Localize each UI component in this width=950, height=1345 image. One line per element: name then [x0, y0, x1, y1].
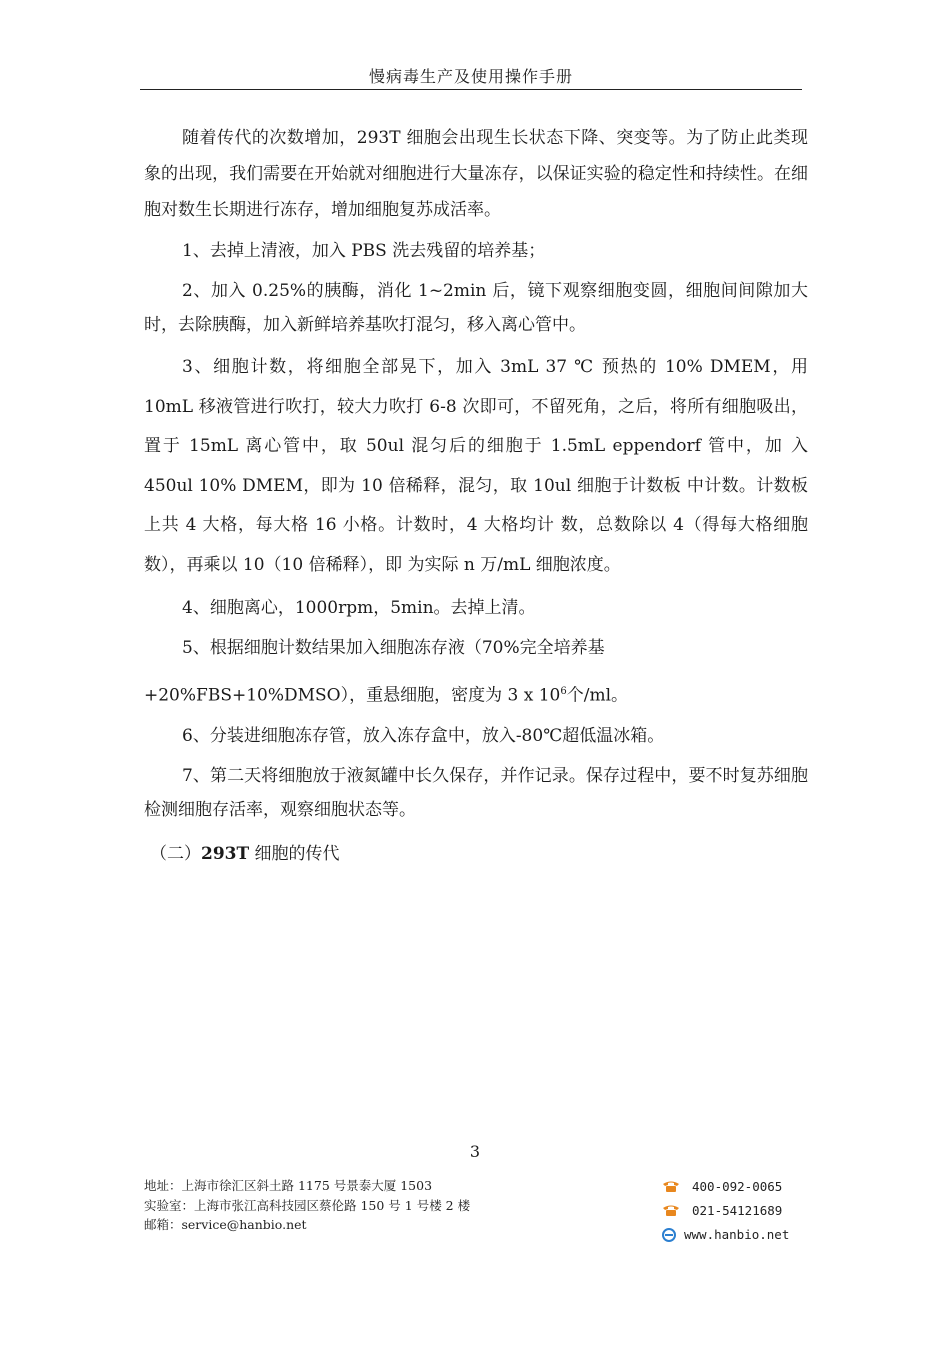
- phone-row-1: [662, 1174, 789, 1198]
- phone-icon: [662, 1204, 680, 1217]
- footer-email[interactable]: 邮箱：service@hanbio.net: [144, 1217, 307, 1232]
- step-6: 6、分装进细胞冻存管，放入冻存盒中，放入-80℃超低温冰箱。: [182, 725, 665, 746]
- step-5-unit: 个/ml。: [566, 685, 629, 706]
- step-7: 7、第二天将细胞放于液氮罐中长久保存，并作记录。保存过程中，要不时复苏细胞检测细胞存活率，观察细胞状态等。: [144, 765, 808, 820]
- phone-row-2: [662, 1198, 789, 1222]
- step-1: 1、去掉上清液，加入 PBS 洗去残留的培养基；: [182, 241, 546, 261]
- document-body: [144, 120, 808, 871]
- website-row: [662, 1222, 789, 1246]
- phone-number-2[interactable]: 021-54121689: [692, 1202, 783, 1218]
- footer-contact-block: [662, 1174, 789, 1246]
- step-5-text: +20%FBS+10%DMSO），重悬细胞，密度为 3 x 10: [144, 685, 561, 706]
- footer-lab: 实验室：上海市张江高科技园区蔡伦路 150 号 1 号楼 2 楼: [144, 1197, 471, 1213]
- browser-icon: [662, 1228, 676, 1242]
- phone-icon: [662, 1180, 680, 1193]
- document-title: 慢病毒生产及使用操作手册: [368, 67, 573, 86]
- step-3: 3、细胞计数，将细胞全部晃下，加入 3mL 37 ℃ 预热的 10% DMEM，用 10mL 移液管进行吹打，较大力吹打 6-8 次即可，不留死角，之后，将所有细胞吸出，置于 15mL 离心管中，取 50ul 混匀后的细胞于 1.5mL eppendorf 管中，加 入 450ul 10% DMEM，即为 10 倍稀释，混匀，取 10ul 细胞于计数板 中计数。计数板上共 4 大格，每大格 16 小格。计数时，4 大格均计 数，总数除以 4（得每大格细胞数），再乘以 10（10 倍稀释），即 为实际 n 万/mL 细胞浓度。: [144, 357, 808, 575]
- page-number: 3: [469, 1142, 481, 1161]
- phone-number-1[interactable]: 400-092-0065: [692, 1178, 783, 1194]
- header-divider: [140, 89, 802, 90]
- step-2: 2、加入 0.25%的胰酶，消化 1~2min 后，镜下观察细胞变圆，细胞间间隙加大时，去除胰酶，加入新鲜培养基吹打混匀，移入离心管中。: [144, 281, 808, 335]
- section-suffix: 细胞的传代: [249, 843, 340, 864]
- section-prefix: （二）: [150, 843, 201, 864]
- exponent: 6: [560, 686, 567, 697]
- intro-paragraph: 随着传代的次数增加，293T 细胞会出现生长状态下降、突变等。为了防止此类现象的出现，我们需要在开始就对细胞进行大量冻存，以保证实验的稳定性和持续性。在细胞对数生长期进行冻存，增加细胞复苏成活率。: [144, 128, 808, 220]
- step-5-line-1: 5、根据细胞计数结果加入细胞冻存液（70%完全培养基: [182, 638, 605, 658]
- step-5-line-2: [144, 675, 808, 713]
- footer-address-block: [144, 1176, 470, 1235]
- step-4: 4、细胞离心，1000rpm，5min。去掉上清。: [182, 598, 536, 618]
- footer-address: 地址：上海市徐汇区斜土路 1175 号景泰大厦 1503: [144, 1178, 433, 1193]
- section-heading: [144, 837, 808, 871]
- website-link[interactable]: www.hanbio.net: [684, 1226, 790, 1242]
- section-bold: 293T: [201, 843, 250, 864]
